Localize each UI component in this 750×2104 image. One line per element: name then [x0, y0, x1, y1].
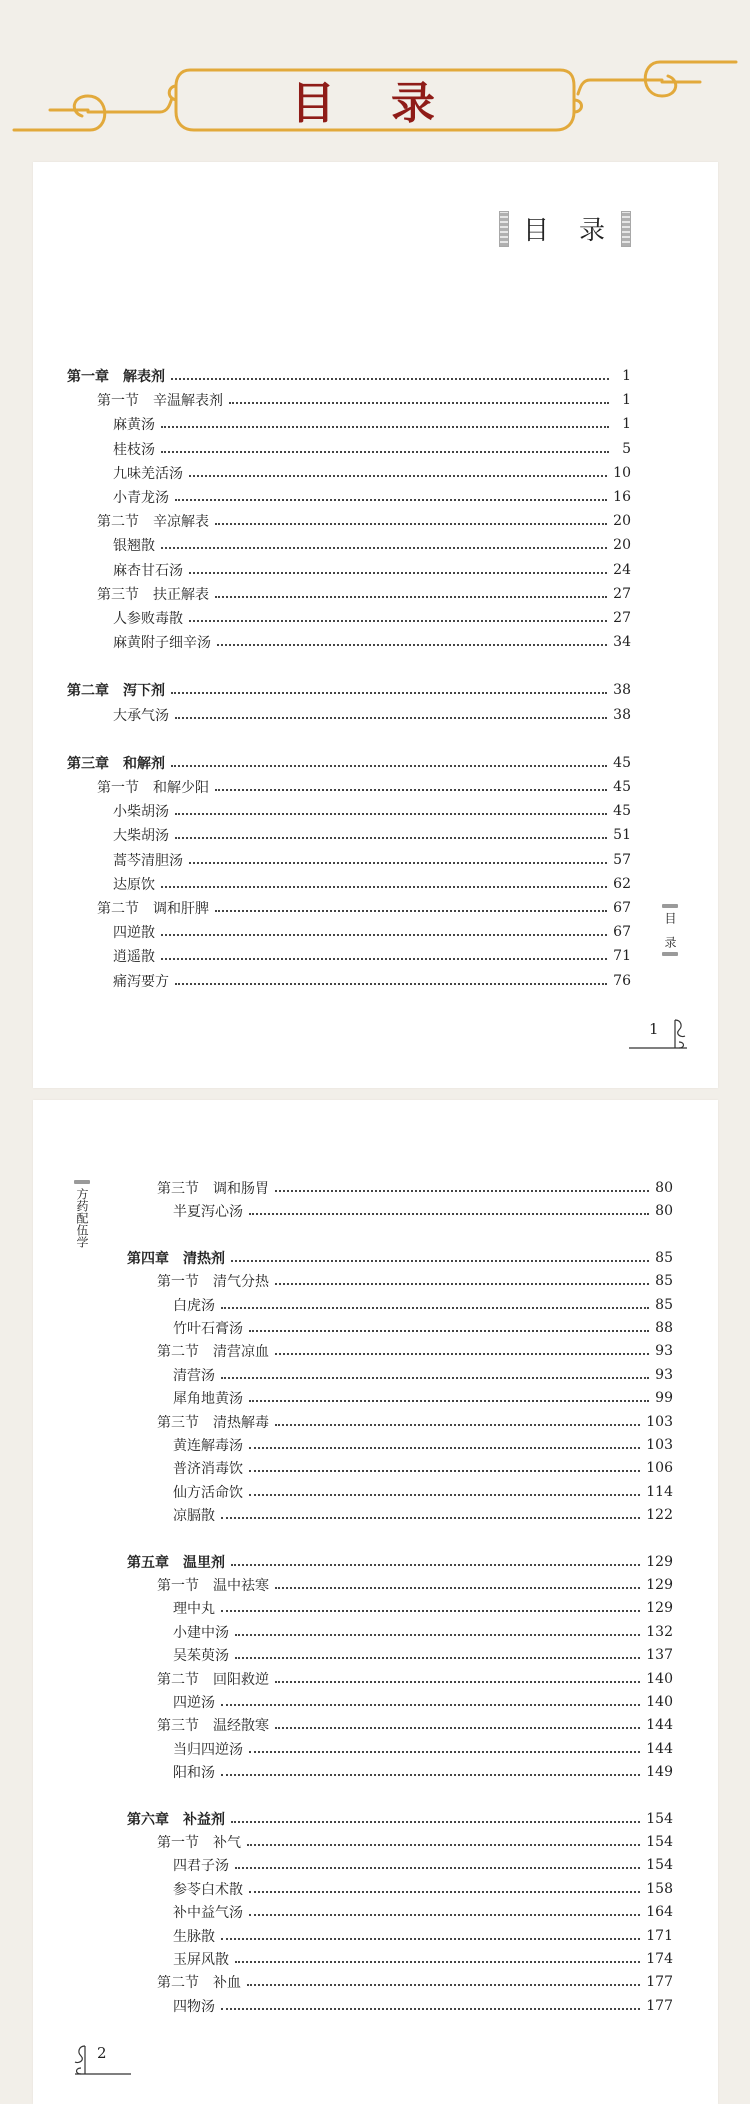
toc-entry-page: 129 — [646, 1600, 673, 1617]
toc-entry-page: 38 — [613, 682, 631, 699]
dot-leader — [235, 1867, 640, 1869]
dot-leader — [189, 572, 607, 574]
dot-leader — [215, 910, 607, 912]
dot-leader — [175, 983, 607, 985]
toc-entry-page: 132 — [646, 1623, 673, 1640]
dot-leader — [221, 2008, 640, 2010]
toc-entry-label: 凉膈散 — [173, 1508, 215, 1525]
toc-entry-label: 第二节 补血 — [157, 1975, 241, 1992]
toc-entry-page: 10 — [613, 464, 631, 481]
toc-entry-page: 85 — [655, 1296, 673, 1313]
toc-entry-page: 1 — [622, 368, 631, 384]
toc-entry-page: 80 — [655, 1180, 673, 1196]
dot-leader — [249, 1891, 640, 1893]
toc-entry-page: 24 — [613, 561, 631, 578]
toc-entry-label: 第三节 温经散寒 — [157, 1718, 269, 1735]
side-tab-label: 目 录 — [663, 912, 677, 948]
dot-leader — [161, 934, 607, 936]
toc-entry-page: 164 — [646, 1904, 673, 1921]
toc-entry-section[interactable] — [97, 388, 631, 412]
toc-entry-page: 122 — [646, 1507, 673, 1524]
toc-entry-item[interactable] — [113, 606, 631, 630]
toc-entry-item[interactable] — [173, 1456, 673, 1480]
toc-entry-page: 45 — [613, 803, 631, 820]
toc-entry-label: 第四章 清热剂 — [127, 1250, 225, 1267]
dot-leader — [215, 789, 607, 791]
toc-entry-page: 85 — [655, 1273, 673, 1290]
dot-leader — [221, 1938, 640, 1940]
toc-entry-page: 106 — [646, 1460, 673, 1477]
toc-entry-page: 45 — [613, 754, 631, 771]
toc-entry-item[interactable] — [113, 703, 631, 727]
toc-entry-page: 67 — [613, 900, 631, 916]
toc-entry-page: 62 — [613, 875, 631, 892]
toc-page-1 — [33, 162, 718, 1088]
toc-entry-page: 149 — [646, 1764, 673, 1781]
page-number: 1 — [649, 1020, 659, 1038]
dot-leader — [235, 1961, 640, 1963]
toc-entry-label: 理中丸 — [173, 1601, 215, 1618]
dot-leader — [221, 1610, 640, 1612]
toc-entry-section[interactable] — [97, 509, 631, 533]
toc-entry-label: 第二章 泻下剂 — [67, 683, 165, 700]
toc-entry-section[interactable] — [157, 1573, 673, 1597]
toc-entry-item[interactable] — [113, 558, 631, 582]
dot-leader — [161, 886, 607, 888]
toc-entry-item[interactable] — [173, 1363, 673, 1387]
toc-entry-page: 76 — [613, 972, 631, 989]
toc-entry-section[interactable] — [157, 1713, 673, 1737]
side-tab — [659, 904, 681, 956]
dot-leader — [161, 426, 609, 428]
dot-leader — [175, 717, 607, 719]
toc-entry-section[interactable] — [157, 1410, 673, 1434]
toc-entry-item[interactable] — [173, 1947, 673, 1971]
dot-leader — [249, 1447, 640, 1449]
toc-entry-item[interactable] — [113, 533, 631, 557]
toc-entry-label: 吴茱萸汤 — [173, 1648, 229, 1665]
toc-entry-item[interactable] — [113, 872, 631, 896]
toc-entry-page: 103 — [646, 1413, 673, 1430]
toc-entry-label: 竹叶石膏汤 — [173, 1321, 243, 1337]
toc-entry-chapter[interactable] — [67, 364, 631, 388]
toc-entry-page: 5 — [622, 440, 631, 457]
toc-entry-item[interactable] — [173, 1877, 673, 1901]
toc-entry-page: 20 — [613, 513, 631, 530]
toc-entry-label: 四逆散 — [113, 925, 155, 942]
toc-entry-item[interactable] — [173, 1690, 673, 1714]
dot-leader — [247, 1984, 640, 1986]
toc-entry-label: 第一节 温中祛寒 — [157, 1578, 269, 1594]
dot-leader — [231, 1821, 640, 1823]
toc-entry-page: 1 — [622, 416, 631, 433]
toc-entry-page: 144 — [646, 1717, 673, 1734]
toc-entry-page: 154 — [646, 1810, 673, 1827]
toc-entry-label: 阳和汤 — [173, 1765, 215, 1782]
toc-entry-label: 第三节 扶正解表 — [97, 586, 209, 603]
toc-entry-item[interactable] — [173, 1760, 673, 1784]
toc-entry-label: 小建中汤 — [173, 1624, 229, 1641]
toc-entry-label: 白虎汤 — [173, 1297, 215, 1314]
toc-entry-label: 麻杏甘石汤 — [113, 562, 183, 579]
toc-entry-section[interactable] — [97, 582, 631, 606]
toc-entry-label: 痛泻要方 — [113, 973, 169, 990]
toc-entry-page: 140 — [646, 1694, 673, 1710]
toc-entry-item[interactable] — [173, 1643, 673, 1667]
toc-entry-label: 达原饮 — [113, 876, 155, 893]
toc-entry-page: 137 — [646, 1647, 673, 1664]
toc-entry-label: 第二节 辛凉解表 — [97, 514, 209, 531]
dot-leader — [175, 837, 607, 839]
toc-entry-item[interactable] — [173, 1596, 673, 1620]
toc-entry-page: 27 — [613, 585, 631, 602]
toc-entry-page: 154 — [646, 1834, 673, 1850]
toc-entry-page: 88 — [655, 1320, 673, 1336]
toc-entry-chapter[interactable] — [127, 1550, 673, 1574]
toc-entry-page: 1 — [622, 392, 631, 409]
toc-entry-label: 清营汤 — [173, 1367, 215, 1384]
toc-entry-chapter[interactable] — [127, 1807, 673, 1831]
toc-entry-item[interactable] — [173, 1386, 673, 1410]
toc-entry-item[interactable] — [173, 1737, 673, 1761]
dot-leader — [175, 499, 607, 501]
toc-entry-label: 麻黄附子细辛汤 — [113, 635, 211, 652]
toc-entry-item[interactable] — [173, 1620, 673, 1644]
dot-leader — [249, 1330, 649, 1332]
dot-leader — [221, 1517, 640, 1519]
dot-leader — [189, 862, 607, 864]
toc-entry-page: 85 — [655, 1249, 673, 1266]
dot-leader — [249, 1494, 640, 1496]
toc-entry-label: 大承气汤 — [113, 707, 169, 724]
toc-entry-page: 129 — [646, 1577, 673, 1593]
toc-entry-page: 174 — [646, 1951, 673, 1967]
dot-leader — [229, 402, 609, 404]
toc-entry-page: 129 — [646, 1553, 673, 1570]
heading-left-ornament — [499, 211, 509, 247]
dot-leader — [249, 1400, 649, 1402]
toc-entry-label: 桂枝汤 — [113, 441, 155, 458]
toc-entry-label: 第一章 解表剂 — [67, 369, 165, 385]
toc-entry-item[interactable] — [113, 920, 631, 944]
toc-entry-item[interactable] — [173, 1293, 673, 1317]
page-heading — [499, 210, 631, 247]
toc-entry-label: 第三章 和解剂 — [67, 755, 165, 772]
toc-entry-section[interactable] — [157, 1970, 673, 1994]
toc-entry-label: 犀角地黄汤 — [173, 1391, 243, 1408]
toc-entry-section[interactable] — [97, 775, 631, 799]
dot-leader — [275, 1587, 640, 1589]
toc-entry-label: 第一节 和解少阳 — [97, 780, 209, 796]
toc-entry-section[interactable] — [157, 1269, 673, 1293]
toc-entry-item[interactable] — [113, 485, 631, 509]
toc-entry-label: 大柴胡汤 — [113, 828, 169, 845]
toc-entry-label: 黄连解毒汤 — [173, 1438, 243, 1454]
side-tab — [71, 1180, 93, 1252]
toc-entry-section[interactable] — [157, 1667, 673, 1691]
dot-leader — [247, 1844, 640, 1846]
toc-entry-page: 57 — [613, 851, 631, 868]
toc-entry-label: 小柴胡汤 — [113, 804, 169, 821]
toc-entry-label: 生脉散 — [173, 1928, 215, 1945]
dot-leader — [221, 1704, 640, 1706]
toc-entry-page: 45 — [613, 779, 631, 795]
toc-entry-page: 51 — [613, 827, 631, 844]
toc-page-2 — [33, 1100, 718, 2104]
toc-entry-label: 参苓白术散 — [173, 1881, 243, 1898]
toc-entry-label: 玉屏风散 — [173, 1952, 229, 1968]
toc-entry-label: 四君子汤 — [173, 1858, 229, 1875]
toc-entry-label: 蒿芩清胆汤 — [113, 852, 183, 869]
toc-entry-page: 93 — [655, 1366, 673, 1383]
toc-entry-page: 177 — [646, 1974, 673, 1991]
toc-entry-item[interactable] — [113, 461, 631, 485]
toc-entry-label: 第一节 辛温解表剂 — [97, 393, 223, 410]
toc-entry-page: 140 — [646, 1670, 673, 1687]
dot-leader — [275, 1190, 649, 1192]
toc-entry-label: 普济消毒饮 — [173, 1461, 243, 1478]
dot-leader — [275, 1424, 640, 1426]
toc-entry-page: 80 — [655, 1203, 673, 1220]
toc-entry-page: 34 — [613, 634, 631, 651]
dot-leader — [171, 765, 607, 767]
toc-entry-item[interactable] — [173, 1853, 673, 1877]
toc-entry-page: 177 — [646, 1997, 673, 2014]
toc-entry-label: 仙方活命饮 — [173, 1484, 243, 1501]
toc-entry-page: 20 — [613, 537, 631, 554]
toc-entry-item[interactable] — [173, 1994, 673, 2018]
toc-entry-page: 171 — [646, 1927, 673, 1944]
toc-entry-item[interactable] — [173, 1503, 673, 1527]
dot-leader — [215, 523, 607, 525]
toc-entry-item[interactable] — [173, 1433, 673, 1457]
toc-entry-page: 71 — [613, 948, 631, 965]
dot-leader — [189, 620, 607, 622]
toc-entry-page: 67 — [613, 924, 631, 941]
toc-entry-label: 当归四逆汤 — [173, 1741, 243, 1758]
dot-leader — [275, 1727, 640, 1729]
toc-entry-label: 九味羌活汤 — [113, 465, 183, 482]
dot-leader — [221, 1774, 640, 1776]
dot-leader — [235, 1634, 640, 1636]
toc-entry-item[interactable] — [113, 823, 631, 847]
corner-ornament — [629, 1014, 689, 1050]
toc-entry-label: 第三节 清热解毒 — [157, 1414, 269, 1431]
toc-entry-item[interactable] — [113, 799, 631, 823]
toc-entry-label: 第一节 清气分热 — [157, 1274, 269, 1291]
toc-entry-page: 27 — [613, 610, 631, 626]
toc-entry-item[interactable] — [113, 437, 631, 461]
toc-entry-item[interactable] — [173, 1316, 673, 1340]
toc-entry-item[interactable] — [113, 944, 631, 968]
toc-entry-label: 第一节 补气 — [157, 1835, 241, 1851]
toc-entry-label: 四物汤 — [173, 1998, 215, 2015]
dot-leader — [275, 1353, 649, 1355]
dot-leader — [217, 644, 607, 646]
toc-entry-section[interactable] — [157, 1830, 673, 1854]
dot-leader — [231, 1260, 649, 1262]
toc-entry-item[interactable] — [113, 412, 631, 436]
toc-entry-label: 第二节 调和肝脾 — [97, 901, 209, 917]
dot-leader — [175, 813, 607, 815]
toc-entry-page: 114 — [646, 1483, 673, 1500]
toc-entry-chapter[interactable] — [67, 751, 631, 775]
dot-leader — [189, 475, 607, 477]
heading-right-ornament — [621, 211, 631, 247]
toc-entry-item[interactable] — [113, 969, 631, 993]
dot-leader — [249, 1213, 649, 1215]
toc-entry-page: 38 — [613, 706, 631, 723]
toc-entry-item[interactable] — [173, 1480, 673, 1504]
toc-entry-item[interactable] — [113, 848, 631, 872]
dot-leader — [275, 1681, 640, 1683]
toc-entry-page: 99 — [655, 1390, 673, 1407]
toc-entry-item[interactable] — [173, 1900, 673, 1924]
page-number: 2 — [97, 2044, 107, 2062]
dot-leader — [235, 1657, 640, 1659]
toc-entry-page: 103 — [646, 1437, 673, 1453]
toc-entry-page: 144 — [646, 1740, 673, 1757]
toc-entry-label: 第二节 清营凉血 — [157, 1344, 269, 1361]
toc-entry-label: 第二节 回阳救逆 — [157, 1671, 269, 1688]
dot-leader — [221, 1307, 649, 1309]
dot-leader — [161, 547, 607, 549]
dot-leader — [231, 1564, 640, 1566]
dot-leader — [249, 1751, 640, 1753]
toc-entry-label: 第三节 调和肠胃 — [157, 1181, 269, 1197]
toc-entry-section[interactable] — [157, 1176, 673, 1200]
dot-leader — [249, 1914, 640, 1916]
toc-entry-label: 第六章 补益剂 — [127, 1811, 225, 1828]
toc-entry-label: 第五章 温里剂 — [127, 1554, 225, 1571]
toc-entry-label: 半夏泻心汤 — [173, 1204, 243, 1221]
dot-leader — [249, 1470, 640, 1472]
toc-entry-item[interactable] — [173, 1199, 673, 1223]
dot-leader — [171, 378, 609, 380]
toc-entry-chapter[interactable] — [127, 1246, 673, 1270]
dot-leader — [161, 451, 609, 453]
toc-entry-page: 16 — [613, 489, 631, 505]
toc-entry-item[interactable] — [173, 1924, 673, 1948]
toc-entry-label: 银翘散 — [113, 538, 155, 555]
toc-entry-page: 158 — [646, 1880, 673, 1897]
dot-leader — [275, 1283, 649, 1285]
toc-entry-chapter[interactable] — [67, 678, 631, 702]
toc-entry-label: 麻黄汤 — [113, 417, 155, 434]
toc-entry-label: 人参败毒散 — [113, 611, 183, 627]
toc-entry-label: 四逆汤 — [173, 1695, 215, 1711]
dot-leader — [161, 958, 607, 960]
side-tab-label: 方药配伍学 — [75, 1188, 89, 1248]
toc-entry-section[interactable] — [97, 896, 631, 920]
dot-leader — [171, 692, 607, 694]
toc-entry-item[interactable] — [113, 630, 631, 654]
toc-entry-section[interactable] — [157, 1339, 673, 1363]
header-banner — [0, 0, 750, 150]
dot-leader — [221, 1377, 649, 1379]
dot-leader — [215, 596, 607, 598]
toc-entry-page: 93 — [655, 1343, 673, 1360]
toc-entry-label: 小青龙汤 — [113, 490, 169, 506]
page-heading-text: 目 录 — [523, 216, 608, 246]
toc-entry-page: 154 — [646, 1857, 673, 1874]
banner-title: 目 录 — [291, 78, 441, 129]
toc-entry-label: 逍遥散 — [113, 949, 155, 966]
toc-entry-label: 补中益气汤 — [173, 1905, 243, 1922]
